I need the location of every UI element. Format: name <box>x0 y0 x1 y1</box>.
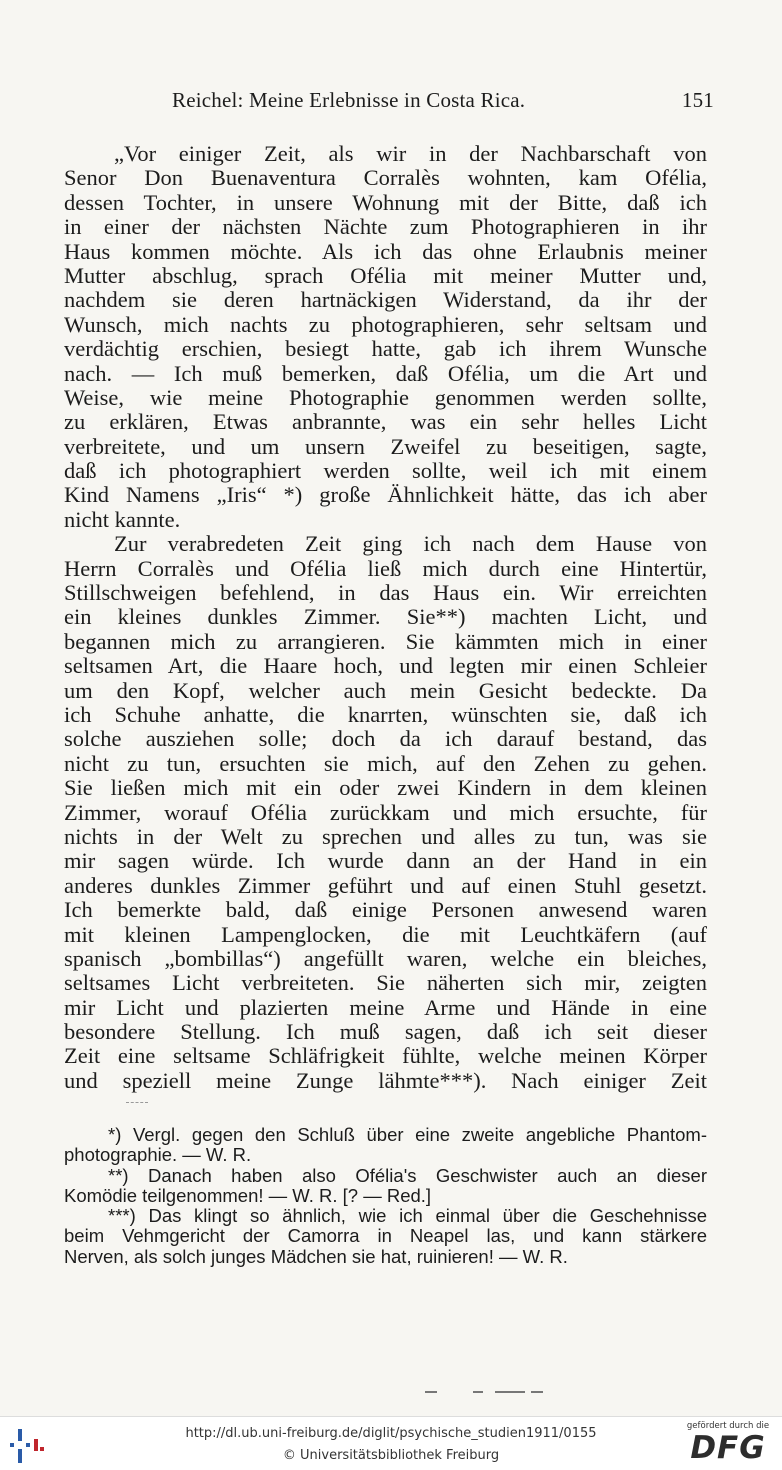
body-text <box>64 142 707 1093</box>
text-line: mit kleinen Lampenglocken, die mit Leuchtkäfern (auf <box>64 922 707 947</box>
text-line: Ich bemerkte bald, daß einige Personen anwesend waren <box>64 898 707 923</box>
footnote-line: **) Danach haben also Ofélia's Geschwister auch an dieser <box>108 1165 707 1186</box>
text-line: daß ich photographiert werden sollte, weil ich mit einem <box>64 459 707 484</box>
text-line: solche ausziehen solle; doch da ich darauf bestand, das <box>64 727 707 752</box>
text-line: in einer der nächsten Nächte zum Photographieren in ihr <box>64 215 707 240</box>
footnote-line: photographie. — W. R. <box>64 1145 252 1166</box>
text-line: Zimmer, worauf Ofélia zurückkam und mich ersuchte, für <box>64 800 707 825</box>
footnote-line: beim Vehmgericht der Camorra in Neapel las, und kann stärkere <box>64 1226 707 1247</box>
text-line: besondere Stellung. Ich muß sagen, daß ich seit dieser <box>64 1020 707 1045</box>
text-line: Wunsch, mich nachts zu photographieren, sehr seltsam und <box>64 312 707 337</box>
text-line: Zur verabredeten Zeit ging ich nach dem Hause von <box>114 532 707 557</box>
text-line: anderes dunkles Zimmer geführt und auf einen Stuhl gesetzt. <box>64 873 707 898</box>
text-line: seltsamen Art, die Haare hoch, und legten mir einen Schleier <box>64 654 707 679</box>
text-line: mir sagen würde. Ich wurde dann an der Hand in ein <box>64 849 707 874</box>
text-line: nachdem sie deren hartnäckigen Widerstand, da ihr der <box>64 288 707 313</box>
text-line: nichts in der Welt zu sprechen und alles zu tun, was sie <box>64 824 707 849</box>
text-line: Senor Don Buenaventura Corralès wohnten, kam Ofélia, <box>64 166 707 191</box>
text-line: Herrn Corralès und Ofélia ließ mich durch eine Hintertür, <box>64 556 707 581</box>
text-line: ein kleines dunkles Zimmer. Sie**) machten Licht, und <box>64 605 707 630</box>
text-line: Kind Namens „Iris“ *) große Ähnlichkeit hätte, das ich aber <box>64 483 707 508</box>
text-line: dessen Tochter, in unsere Wohnung mit der Bitte, daß ich <box>64 190 707 215</box>
text-line: „Vor einiger Zeit, als wir in der Nachbarschaft von <box>114 142 707 166</box>
dfg-logo <box>684 1421 772 1467</box>
footnote-line: *) Vergl. gegen den Schluß über eine zweite angebliche Phantom- <box>108 1125 707 1145</box>
text-line: um den Kopf, welcher auch mein Gesicht bedeckte. Da <box>64 678 707 703</box>
dfg-mark: DFG <box>690 1430 766 1466</box>
text-line: ich Schuhe anhatte, die knarrten, wünschten sie, daß ich <box>64 702 707 727</box>
text-line: seltsames Licht verbreiteten. Sie näherten sich mir, zeigten <box>64 971 707 996</box>
text-line: verdächtig erschien, besiegt hatte, gab ich ihrem Wunsche <box>64 337 707 362</box>
text-line: Mutter abschlug, sprach Ofélia mit meiner Mutter und, <box>64 263 707 288</box>
text-line: Zeit eine seltsame Schläfrigkeit fühlte, welche meinen Körper <box>64 1044 707 1069</box>
copyright-notice: © Universitätsbibliothek Freiburg <box>282 1448 500 1463</box>
text-line: nach. — Ich muß bemerken, daß Ofélia, um die Art und <box>64 361 707 386</box>
text-line: begannen mich zu arrangieren. Sie kämmten mich in einer <box>64 629 707 654</box>
text-line: Weise, wie meine Photographie genommen werden sollte, <box>64 385 707 410</box>
text-line: verbreitete, und um unsern Zweifel zu beseitigen, sagte, <box>64 434 707 459</box>
viewer-footer <box>0 1416 782 1470</box>
source-url-link[interactable]: http://dl.ub.uni-freiburg.de/diglit/psychische_studien1911/0155 <box>185 1426 597 1441</box>
footnote-line: Komödie teilgenommen! — W. R. [? — Red.] <box>64 1185 432 1206</box>
footnote-line: ***) Das klingt so ähnlich, wie ich einmal über die Geschehnisse <box>108 1206 707 1227</box>
text-line: Stillschweigen befehlend, in das Haus ein. Wir erreichten <box>64 581 707 606</box>
page-number: 151 <box>681 88 714 112</box>
text-line: nicht zu tun, ersuchten sie mich, auf den Zehen zu gehen. <box>64 751 707 776</box>
footnote-line: Nerven, als solch junges Mädchen sie hat, ruinieren! — W. R. <box>64 1246 568 1267</box>
text-line: spanisch „bombillas“) angefüllt waren, welche ein bleiches, <box>64 946 707 971</box>
text-line: Sie ließen mich mit ein oder zwei Kindern in dem kleinen <box>64 776 707 801</box>
footnote-separator <box>126 1102 148 1104</box>
text-line: zu erklären, Etwas anbrannte, was ein sehr helles Licht <box>64 410 707 435</box>
footnotes <box>64 1125 707 1267</box>
scan-artifact <box>425 1391 545 1395</box>
dfg-tagline: gefördert durch die <box>686 1421 770 1431</box>
text-line: mir Licht und plazierten meine Arme und Hände in eine <box>64 995 707 1020</box>
text-line: Haus kommen möchte. Als ich das ohne Erlaubnis meiner <box>64 239 707 264</box>
text-line: und speziell meine Zunge lähmte***). Nach einiger Zeit <box>64 1068 707 1093</box>
running-title: Reichel: Meine Erlebnisse in Costa Rica. <box>172 88 526 112</box>
text-line: nicht kannte. <box>64 507 181 532</box>
